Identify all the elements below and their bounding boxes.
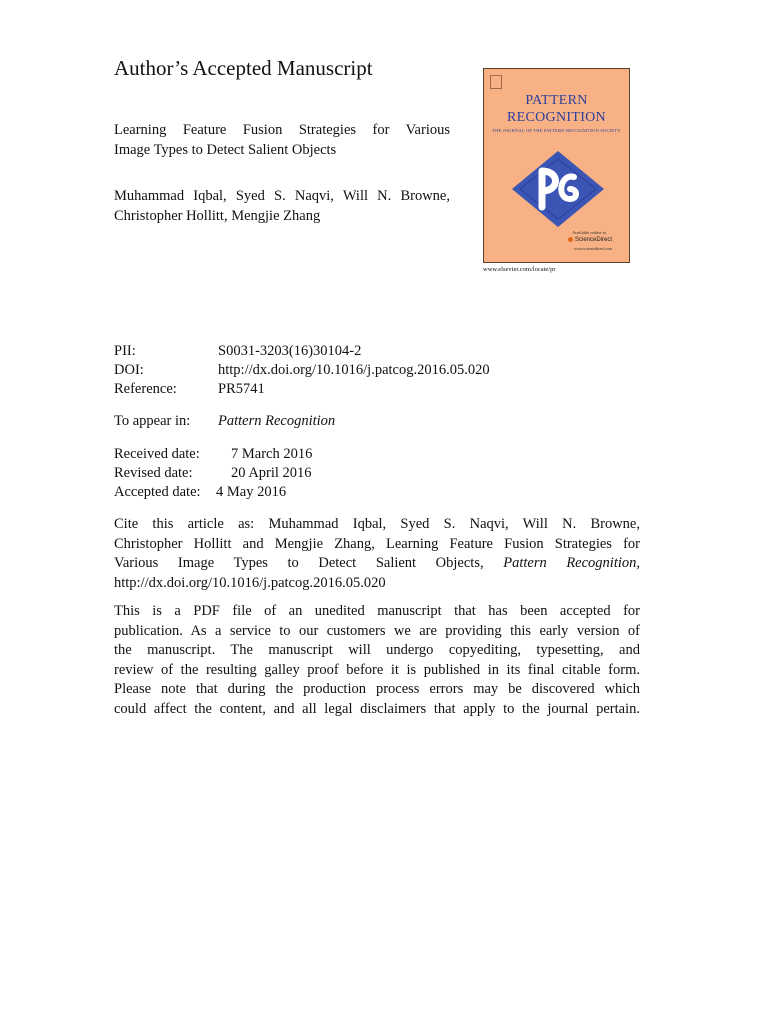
appear-value: Pattern Recognition — [218, 413, 336, 429]
pattern-recognition-logo-icon — [508, 149, 608, 229]
sciencedirect-logo-icon — [568, 237, 573, 242]
received-value: 7 March 2016 — [231, 446, 313, 462]
cover-journal-title: RECOGNITION — [507, 110, 606, 125]
article-title-line: Learning Feature Fusion Strategies for Various — [114, 122, 450, 138]
pii-value: S0031-3203(16)30104-2 — [218, 343, 362, 359]
notice-line: review of the resulting galley proof before it is published in its final citable form. — [114, 661, 640, 678]
cover-available-online: Available online at — [572, 230, 606, 235]
reference-value: PR5741 — [218, 381, 265, 397]
article-title — [114, 120, 450, 160]
doi-link[interactable]: http://dx.doi.org/10.1016/j.patcog.2016.05.020 — [218, 362, 490, 378]
elsevier-logo-icon — [490, 75, 502, 89]
accepted-label: Accepted date: — [114, 484, 201, 500]
notice-line: This is a PDF file of an unedited manuscript that has been accepted for — [114, 603, 640, 619]
notice-paragraph — [114, 602, 640, 719]
notice-line: the manuscript. The manuscript will undergo copyediting, typesetting, and — [114, 642, 640, 658]
cover-journal-title: PATTERN — [525, 93, 588, 108]
appear-label: To appear in: — [114, 413, 191, 429]
doi-label: DOI: — [114, 362, 144, 378]
cover-sciencedirect — [568, 237, 612, 243]
article-authors-line: Christopher Hollitt, Mengjie Zhang — [114, 208, 321, 224]
cite-line: Christopher Hollitt and Mengjie Zhang, Learning Feature Fusion Strategies for — [114, 535, 640, 552]
cite-text: Various Image Types to Detect Salient Objects, — [114, 555, 484, 571]
accepted-value: 4 May 2016 — [216, 484, 287, 500]
revised-label: Revised date: — [114, 465, 193, 481]
revised-value: 20 April 2016 — [231, 465, 312, 481]
article-authors — [114, 186, 450, 226]
cover-small-url: www.sciencedirect.com — [574, 246, 613, 251]
article-title-line: Image Types to Detect Salient Objects — [114, 142, 337, 158]
cite-journal: Pattern Recognition, — [503, 555, 640, 571]
page-heading: Author’s Accepted Manuscript — [114, 56, 373, 80]
cover-journal-subtitle: THE JOURNAL OF THE PATTERN RECOGNITION SOCIETY — [492, 128, 621, 133]
reference-label: Reference: — [114, 381, 177, 397]
sciencedirect-label: ScienceDirect — [575, 237, 613, 243]
pii-label: PII: — [114, 343, 136, 359]
cite-doi-link[interactable]: http://dx.doi.org/10.1016/j.patcog.2016.05.020 — [114, 574, 386, 591]
notice-line: Please note that during the production process errors may be discovered which — [114, 681, 640, 697]
notice-line: could affect the content, and all legal disclaimers that apply to the journal pertain. — [114, 700, 640, 717]
cite-line — [114, 554, 640, 574]
received-label: Received date: — [114, 446, 200, 462]
article-authors-line: Muhammad Iqbal, Syed S. Naqvi, Will N. Browne, — [114, 188, 450, 204]
cite-paragraph — [114, 515, 640, 593]
journal-cover — [483, 68, 630, 263]
cite-line: Cite this article as: Muhammad Iqbal, Syed S. Naqvi, Will N. Browne, — [114, 516, 640, 532]
journal-url[interactable]: www.elsevier.com/locate/pr — [483, 266, 556, 273]
notice-line: publication. As a service to our customers we are providing this early version of — [114, 622, 640, 639]
